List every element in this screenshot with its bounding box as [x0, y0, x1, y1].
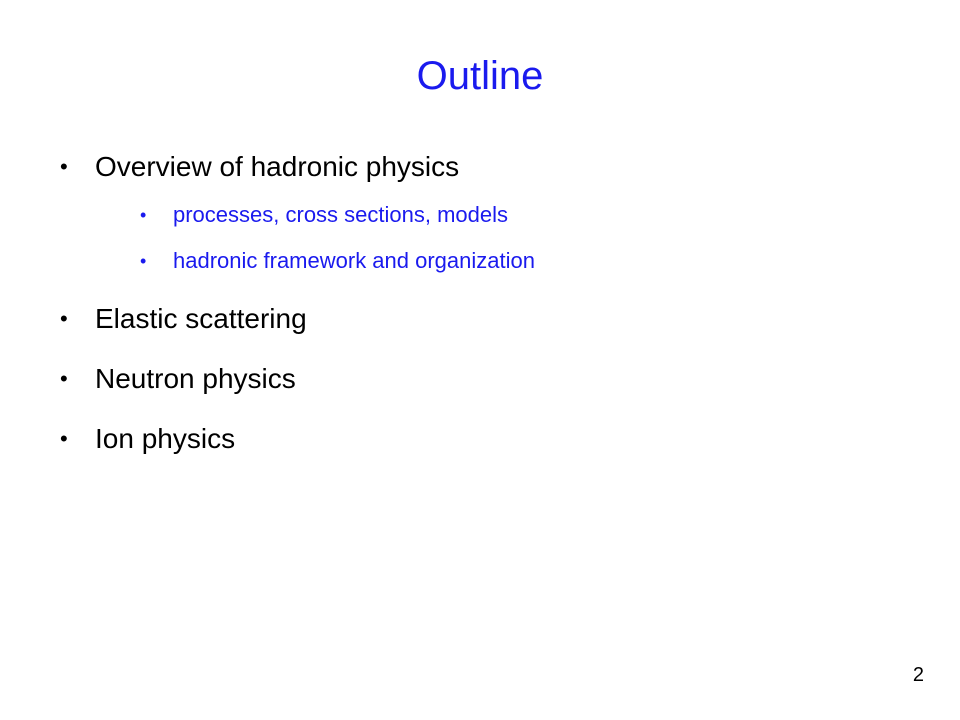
bullet-item-elastic-scattering	[60, 297, 920, 341]
bullet-item-neutron-physics	[60, 357, 920, 401]
sub-bullet-text: hadronic framework and organization	[173, 248, 535, 273]
bullet-item-overview	[60, 145, 920, 281]
sub-bullet-dot-icon: •	[140, 205, 147, 225]
bullet-text: Ion physics	[95, 423, 236, 454]
bullet-text: Elastic scattering	[95, 303, 307, 334]
sub-bullet-item	[140, 241, 920, 281]
bullet-list	[60, 145, 920, 477]
sub-bullet-list	[95, 195, 920, 281]
sub-bullet-dot-icon: •	[140, 251, 147, 271]
bullet-dot-icon: •	[60, 366, 68, 391]
sub-bullet-item	[140, 195, 920, 235]
bullet-dot-icon: •	[60, 426, 68, 451]
bullet-item-ion-physics	[60, 417, 920, 461]
slide-title: Outline	[416, 54, 544, 98]
bullet-dot-icon: •	[60, 306, 68, 331]
page-number: 2	[912, 664, 924, 686]
bullet-text: Overview of hadronic physics	[95, 151, 460, 182]
bullet-dot-icon: •	[60, 154, 68, 179]
sub-bullet-text: processes, cross sections, models	[173, 202, 509, 227]
bullet-text: Neutron physics	[95, 363, 296, 394]
